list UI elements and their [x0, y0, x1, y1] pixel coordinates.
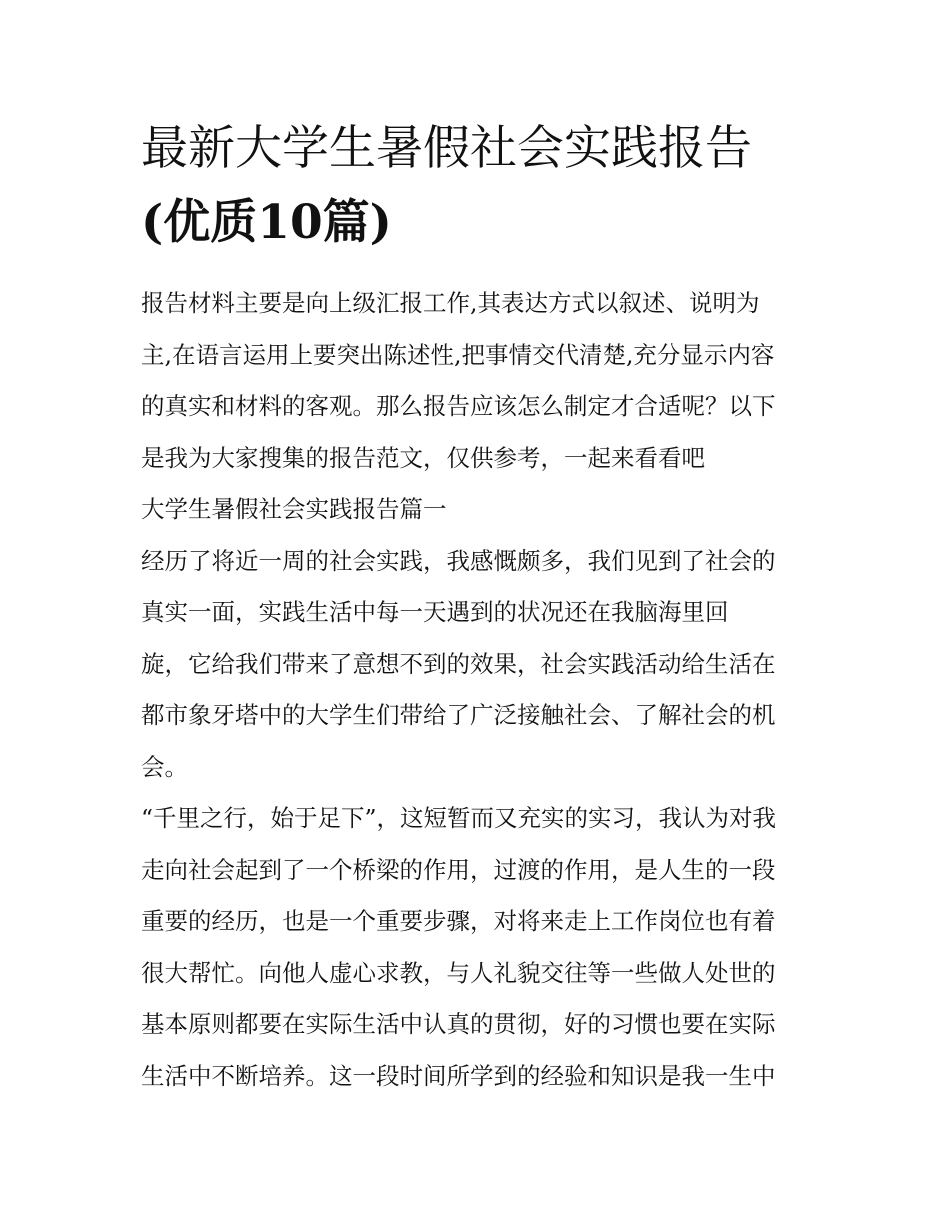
body-line: 的真实和材料的客观。那么报告应该怎么制定才合适呢？以下	[141, 392, 776, 420]
section-heading: 大学生暑假社会实践报告篇一	[141, 495, 447, 523]
body-line: 会。	[141, 752, 188, 781]
title-line-1: 最新大学生暑假社会实践报告	[141, 121, 752, 176]
body-line: 重要的经历，也是一个重要步骤，对将来走上工作岗位也有着	[141, 907, 776, 935]
body-line: 生活中不断培养。这一段时间所学到的经验和知识是我一生中	[141, 1061, 776, 1090]
body-line: 是我为大家搜集的报告范文，仅供参考，一起来看看吧	[141, 443, 705, 472]
body-line: 旋，它给我们带来了意想不到的效果，社会实践活动给生活在	[141, 649, 776, 678]
body-line: 走向社会起到了一个桥梁的作用，过渡的作用，是人生的一段	[141, 855, 776, 884]
body-line: 都市象牙塔中的大学生们带给了广泛接触社会、了解社会的机	[141, 701, 776, 729]
body-line: 主,在语言运用上要突出陈述性,把事情交代清楚,充分显示内容	[141, 340, 775, 369]
body-line: 基本原则都要在实际生活中认真的贯彻，好的习惯也要在实际	[141, 1010, 776, 1038]
document-title	[141, 112, 813, 260]
document-body	[141, 278, 813, 1102]
body-line: 报告材料主要是向上级汇报工作,其表达方式以叙述、说明为	[141, 289, 760, 317]
title-line-2: (优质10篇)	[141, 195, 392, 250]
body-line: “千里之行，始于足下”，这短暂而又充实的实习，我认为对我	[141, 804, 777, 832]
body-line: 经历了将近一周的社会实践，我感慨颇多，我们见到了社会的	[141, 546, 776, 575]
document-content	[141, 112, 813, 1102]
body-line: 很大帮忙。向他人虚心求教，与人礼貌交往等一些做人处世的	[141, 958, 776, 987]
body-line: 真实一面，实践生活中每一天遇到的状况还在我脑海里回	[141, 598, 729, 626]
